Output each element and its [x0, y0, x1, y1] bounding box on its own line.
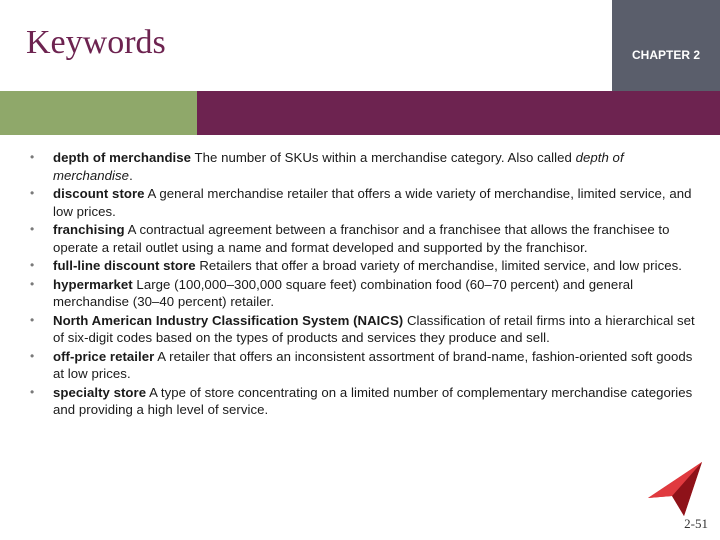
keyword-term: depth of merchandise: [53, 150, 192, 165]
bullet-icon: •: [30, 150, 35, 164]
chapter-label: CHAPTER 2: [631, 48, 700, 62]
keyword-item: [30, 348, 702, 383]
keyword-definition: Retailers that offer a broad variety of merchandise, limited service, and low prices.: [195, 258, 682, 273]
keyword-definition: The number of SKUs within a merchandise category. Also called: [191, 150, 576, 165]
bullet-icon: •: [30, 222, 35, 236]
keyword-item: [30, 257, 702, 275]
keyword-term: off-price retailer: [53, 348, 155, 364]
keyword-item: [30, 276, 702, 311]
keyword-definition: Large (100,000–300,000 square feet) combination food (60–70 percent) and general merchandise (30–40 percent) retailer.: [53, 276, 634, 309]
keyword-item: [30, 384, 702, 419]
bullet-icon: •: [30, 312, 35, 327]
bullet-icon: •: [30, 258, 35, 272]
keyword-term: specialty store: [53, 384, 147, 400]
keyword-term: discount store: [53, 186, 145, 201]
keyword-item: [30, 185, 702, 220]
red-arrow-logo-icon: [646, 460, 704, 518]
keyword-term: hypermarket: [53, 276, 133, 292]
accent-band-green: [0, 91, 197, 135]
page-number: 2-51: [684, 516, 708, 531]
keyword-term: full-line discount store: [53, 258, 196, 273]
bullet-icon: •: [30, 186, 35, 200]
keyword-list: [30, 149, 702, 420]
keyword-term: franchising: [53, 222, 125, 237]
keyword-definition: Classification of retail firms into a hierarchical set of six-digit codes based on the types of products and services they produce and sell.: [53, 312, 695, 345]
keyword-item: [30, 149, 702, 184]
keyword-definition: A retailer that offers an inconsistent assortment of brand-name, fashion-oriented soft goods at low prices.: [53, 348, 693, 381]
keyword-definition: A general merchandise retailer that offers a wide variety of merchandise, limited service, and low prices.: [53, 186, 692, 219]
keyword-alias: depth of merchandise: [53, 150, 624, 183]
slide-title: Keywords: [26, 24, 166, 61]
keyword-definition: A contractual agreement between a franchisor and a franchisee that allows the franchisee to operate a retail outlet using a name and format developed and supported by the franchisor.: [53, 222, 670, 255]
keyword-term: North American Industry Classification System (NAICS): [53, 312, 404, 328]
bullet-icon: •: [30, 276, 35, 291]
keyword-tail: .: [129, 167, 133, 183]
keyword-item: [30, 312, 702, 347]
accent-band-purple: [197, 91, 720, 135]
bullet-icon: •: [30, 348, 35, 363]
keyword-item: [30, 221, 702, 256]
keyword-definition: A type of store concentrating on a limited number of complementary merchandise categories and providing a high level of service.: [53, 384, 693, 417]
bullet-icon: •: [30, 384, 35, 399]
chapter-box: [612, 0, 720, 91]
